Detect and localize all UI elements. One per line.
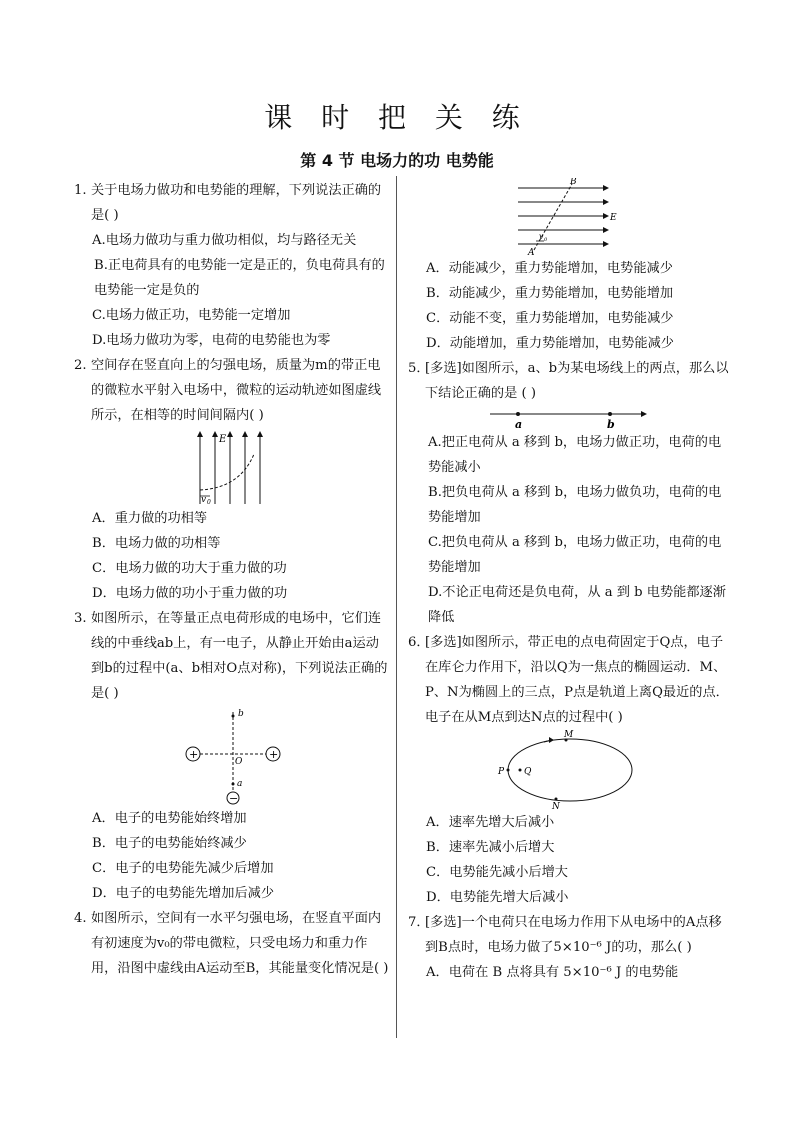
option-a: A．重力做的功相等 bbox=[92, 511, 208, 526]
option-a: A．电荷在 B 点将具有 5×10⁻⁶ J 的电势能 bbox=[426, 965, 679, 980]
point-label-a: A bbox=[528, 248, 535, 256]
option-c: C.电场力做正功，电势能一定增加 bbox=[92, 308, 291, 323]
question-number: 6． bbox=[408, 635, 430, 650]
point-label-q: Q bbox=[524, 767, 532, 777]
option-b: B.正电荷具有的电势能一定是正的，负电荷具有的电势能一定是负的 bbox=[94, 258, 385, 298]
point-label-b: B bbox=[570, 178, 577, 187]
option-b: B．速率先减小后增大 bbox=[426, 840, 555, 855]
section-title: 第 4 节 电场力的功 电势能 bbox=[300, 151, 494, 170]
page-title: 课 时 把 关 练 bbox=[264, 101, 530, 134]
field-label-e: E bbox=[219, 434, 227, 445]
question-number: 4. bbox=[74, 911, 87, 926]
option-c: C．动能不变，重力势能增加，电势能减少 bbox=[426, 311, 674, 326]
question-stem: 如图所示，空间有一水平匀强电场，在竖直平面内有初速度为v₀的带电微粒，只受电场力和重力作用，沿图中虚线由A运动至B，其能量变化情况是( ) bbox=[91, 911, 389, 976]
question-number: 1. bbox=[74, 183, 87, 198]
question-stem: 关于电场力做功和电势能的理解，下列说法正确的是( ) bbox=[91, 183, 382, 223]
question-number: 2. bbox=[74, 358, 87, 373]
field-label-e: E bbox=[610, 213, 617, 223]
positive-charge-left: + bbox=[189, 748, 199, 761]
figure-vertical-field bbox=[188, 428, 278, 506]
point-label-b: b bbox=[238, 709, 244, 719]
option-c: C．电场力做的功大于重力做的功 bbox=[92, 561, 287, 576]
option-b: B.把负电荷从 a 移到 b，电场力做负功，电荷的电势能增加 bbox=[428, 485, 722, 525]
right-column bbox=[408, 178, 730, 985]
option-b: B．电子的电势能始终减少 bbox=[92, 836, 247, 851]
option-d: D．电势能先增大后减小 bbox=[426, 890, 569, 905]
point-label-p: P bbox=[498, 767, 505, 777]
point-label-o: O bbox=[235, 757, 243, 767]
question-6 bbox=[408, 630, 730, 910]
question-stem: [多选]如图所示，a、b为某电场线上的两点，那么以下结论正确的是 ( ) bbox=[425, 361, 729, 401]
option-d: D.不论正电荷还是负电荷，从 a 到 b 电势能都逐渐降低 bbox=[428, 585, 726, 625]
question-number: 3. bbox=[74, 611, 87, 626]
question-5 bbox=[408, 356, 730, 630]
velocity-label: v bbox=[201, 495, 207, 505]
point-label-a: a bbox=[237, 779, 243, 789]
question-number: 7． bbox=[408, 915, 430, 930]
option-a: A.电场力做功与重力做功相似，均与路径无关 bbox=[92, 233, 357, 248]
option-d: D．电子的电势能先增加后减少 bbox=[92, 886, 275, 901]
question-1 bbox=[74, 178, 392, 353]
point-label-b: b bbox=[607, 418, 615, 430]
velocity-subscript: 0 bbox=[544, 237, 548, 243]
point-label-n: N bbox=[552, 802, 560, 810]
option-a: A．电子的电势能始终增加 bbox=[92, 811, 247, 826]
question-stem: [多选]一个电荷只在电场力作用下从电场中的A点移到B点时，电场力做了5×10⁻⁶ J的功，那么( ) bbox=[425, 915, 722, 955]
question-stem: 空间存在竖直向上的匀强电场，质量为m的带正电的微粒水平射入电场中，微粒的运动轨迹如图虚线所示，在相等的时间间隔内( ) bbox=[91, 358, 382, 423]
question-7 bbox=[408, 910, 730, 985]
question-2 bbox=[74, 353, 392, 606]
column-divider bbox=[396, 176, 397, 1038]
option-b: B．电场力做的功相等 bbox=[92, 536, 221, 551]
left-column bbox=[74, 178, 392, 981]
option-d: D．电场力做的功小于重力做的功 bbox=[92, 586, 288, 601]
positive-charge-right: + bbox=[269, 748, 279, 761]
question-stem: 如图所示，在等量正点电荷形成的电场中，它们连线的中垂线ab上，有一电子，从静止开始由a运动到b的过程中(a、b相对O点对称)，下列说法正确的是( ) bbox=[91, 611, 388, 701]
velocity-label: v bbox=[539, 232, 544, 241]
option-d: D．动能增加，重力势能增加，电势能减少 bbox=[426, 336, 674, 351]
figure-horizontal-field bbox=[514, 178, 624, 256]
figure-ellipse-orbit bbox=[494, 730, 644, 810]
option-c: C．电子的电势能先减少后增加 bbox=[92, 861, 274, 876]
option-a: A.把正电荷从 a 移到 b，电场力做正功，电荷的电势能减小 bbox=[428, 435, 722, 475]
question-3 bbox=[74, 606, 392, 906]
velocity-subscript: 0 bbox=[207, 499, 211, 506]
option-a: A．动能减少，重力势能增加，电势能减少 bbox=[426, 261, 673, 276]
option-c: C.把负电荷从 a 移到 b，电场力做正功，电荷的电势能增加 bbox=[428, 535, 722, 575]
figure-field-line bbox=[484, 406, 654, 430]
option-c: C．电势能先减小后增大 bbox=[426, 865, 568, 880]
option-a: A．速率先增大后减小 bbox=[426, 815, 555, 830]
figure-equal-charges bbox=[178, 706, 288, 806]
electron-charge: − bbox=[229, 792, 239, 805]
option-b: B．动能减少，重力势能增加，电势能增加 bbox=[426, 286, 674, 301]
point-label-m: M bbox=[564, 730, 574, 740]
question-stem: [多选]如图所示，带正电的点电荷固定于Q点，电子在库仑力作用下，沿以Q为一焦点的椭圆运动．M、P、N为椭圆上的三点，P点是轨道上离Q最近的点．电子在从M点到达N点的过程中( ) bbox=[425, 635, 729, 725]
point-label-a: a bbox=[515, 418, 523, 430]
question-4 bbox=[74, 906, 392, 981]
question-number: 5． bbox=[408, 361, 430, 376]
option-d: D.电场力做功为零，电荷的电势能也为零 bbox=[92, 333, 331, 348]
